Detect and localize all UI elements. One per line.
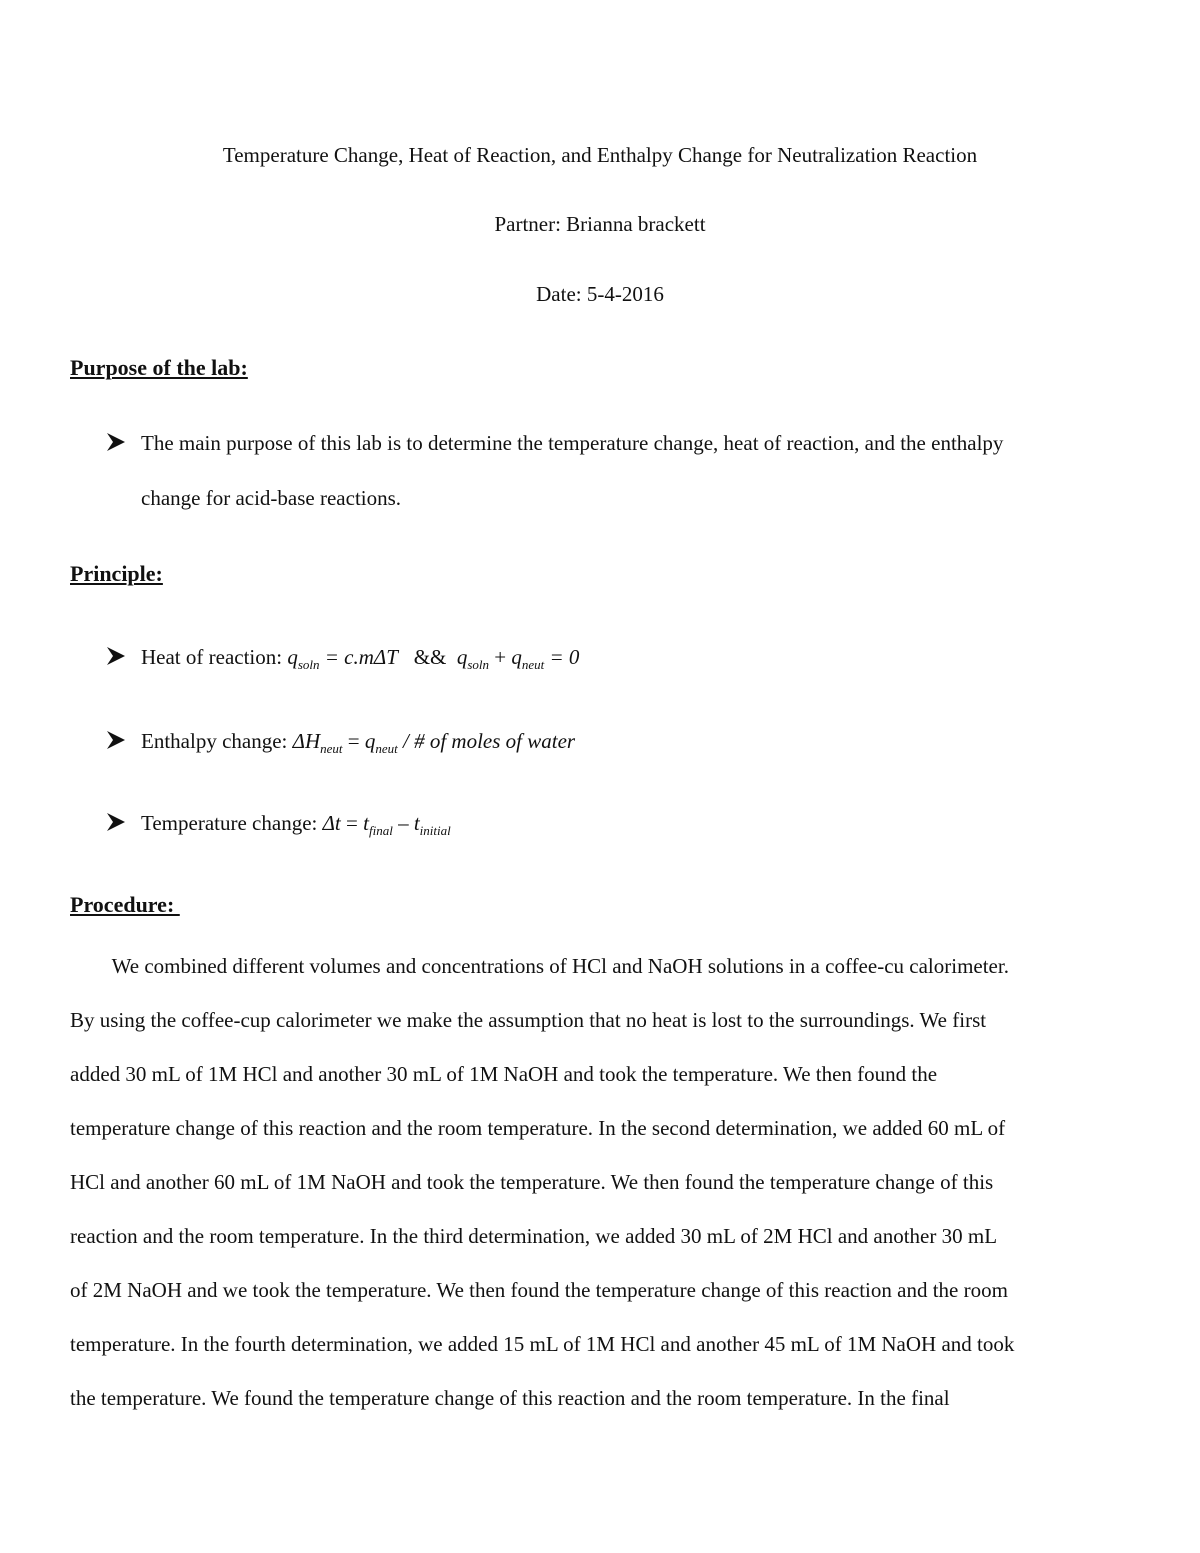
temperature-minus: –: [392, 811, 414, 835]
purpose-text-line1: The main purpose of this lab is to determine the temperature change, heat of reaction, and the enthalpy: [141, 431, 1004, 455]
temperature-eq: =: [340, 811, 364, 835]
procedure-line: By using the coffee-cup calorimeter we make the assumption that no heat is lost to the surroundings. We first: [70, 1008, 987, 1032]
enthalpy-sub-neut2: neut: [375, 741, 398, 756]
date-line: Date: 5-4-2016: [536, 282, 664, 306]
heat-label: Heat of reaction:: [141, 645, 288, 669]
procedure-line: of 2M NaOH and we took the temperature. We then found the temperature change of this reaction and the room: [70, 1278, 1008, 1302]
procedure-line: temperature change of this reaction and the room temperature. In the second determination, we added 60 mL of: [70, 1116, 1006, 1140]
enthalpy-sub-neut: neut: [320, 741, 343, 756]
principle-enthalpy-bullet: [105, 727, 575, 758]
document-title: Temperature Change, Heat of Reaction, and Enthalpy Change for Neutralization Reaction: [222, 143, 978, 167]
procedure-heading: Procedure:: [70, 892, 180, 917]
heat-sub-neut: neut: [521, 657, 545, 672]
temperature-t2: t: [413, 811, 420, 835]
purpose-heading: Purpose of the lab:: [70, 355, 248, 380]
heat-and: &&: [397, 645, 457, 669]
heat-sub-soln2: soln: [467, 657, 490, 672]
arrowhead-bullet-icon: [105, 729, 141, 751]
temperature-sub-initial: initial: [419, 823, 451, 838]
heat-eq1: = c.mΔT: [319, 645, 398, 669]
heat-plus: +: [489, 645, 512, 669]
heat-sub-soln: soln: [297, 657, 320, 672]
purpose-bullet: [105, 429, 1003, 457]
arrowhead-bullet-icon: [105, 645, 141, 667]
enthalpy-delta-h: ΔH: [292, 729, 321, 753]
principle-temperature-bullet: [105, 809, 451, 840]
heat-eq2: = 0: [544, 645, 580, 669]
procedure-line: the temperature. We found the temperature change of this reaction and the room temperature. In the final: [70, 1386, 950, 1410]
temperature-t1: t: [363, 811, 369, 835]
arrowhead-bullet-icon: [105, 811, 141, 833]
heat-q: q: [287, 645, 298, 669]
procedure-line: HCl and another 60 mL of 1M NaOH and took the temperature. We then found the temperature change of this: [70, 1170, 994, 1194]
enthalpy-eq: =: [342, 729, 365, 753]
purpose-text-line2: change for acid-base reactions.: [141, 486, 402, 510]
heat-q2: q: [456, 645, 468, 669]
enthalpy-label: Enthalpy change:: [141, 729, 293, 753]
heat-q3: q: [511, 645, 522, 669]
partner-line: Partner: Brianna brackett: [494, 212, 706, 236]
arrowhead-bullet-icon: [105, 431, 141, 453]
principle-heat-bullet: [105, 643, 579, 674]
principle-heading: Principle:: [70, 561, 163, 586]
temperature-delta-t: Δt: [322, 811, 341, 835]
procedure-line: added 30 mL of 1M HCl and another 30 mL of 1M NaOH and took the temperature. We then found the: [70, 1062, 938, 1086]
procedure-line: We combined different volumes and concentrations of HCl and NaOH solutions in a coffee-cu calorimeter.: [70, 954, 1009, 978]
procedure-line: reaction and the room temperature. In the third determination, we added 30 mL of 2M HCl and another 30 mL: [70, 1224, 998, 1248]
enthalpy-q: q: [364, 729, 376, 753]
enthalpy-rest: / # of moles of water: [397, 729, 576, 753]
temperature-label: Temperature change:: [141, 811, 323, 835]
temperature-sub-final: final: [368, 823, 393, 838]
procedure-line: temperature. In the fourth determination, we added 15 mL of 1M HCl and another 45 mL of 1M NaOH and took: [70, 1332, 1015, 1356]
